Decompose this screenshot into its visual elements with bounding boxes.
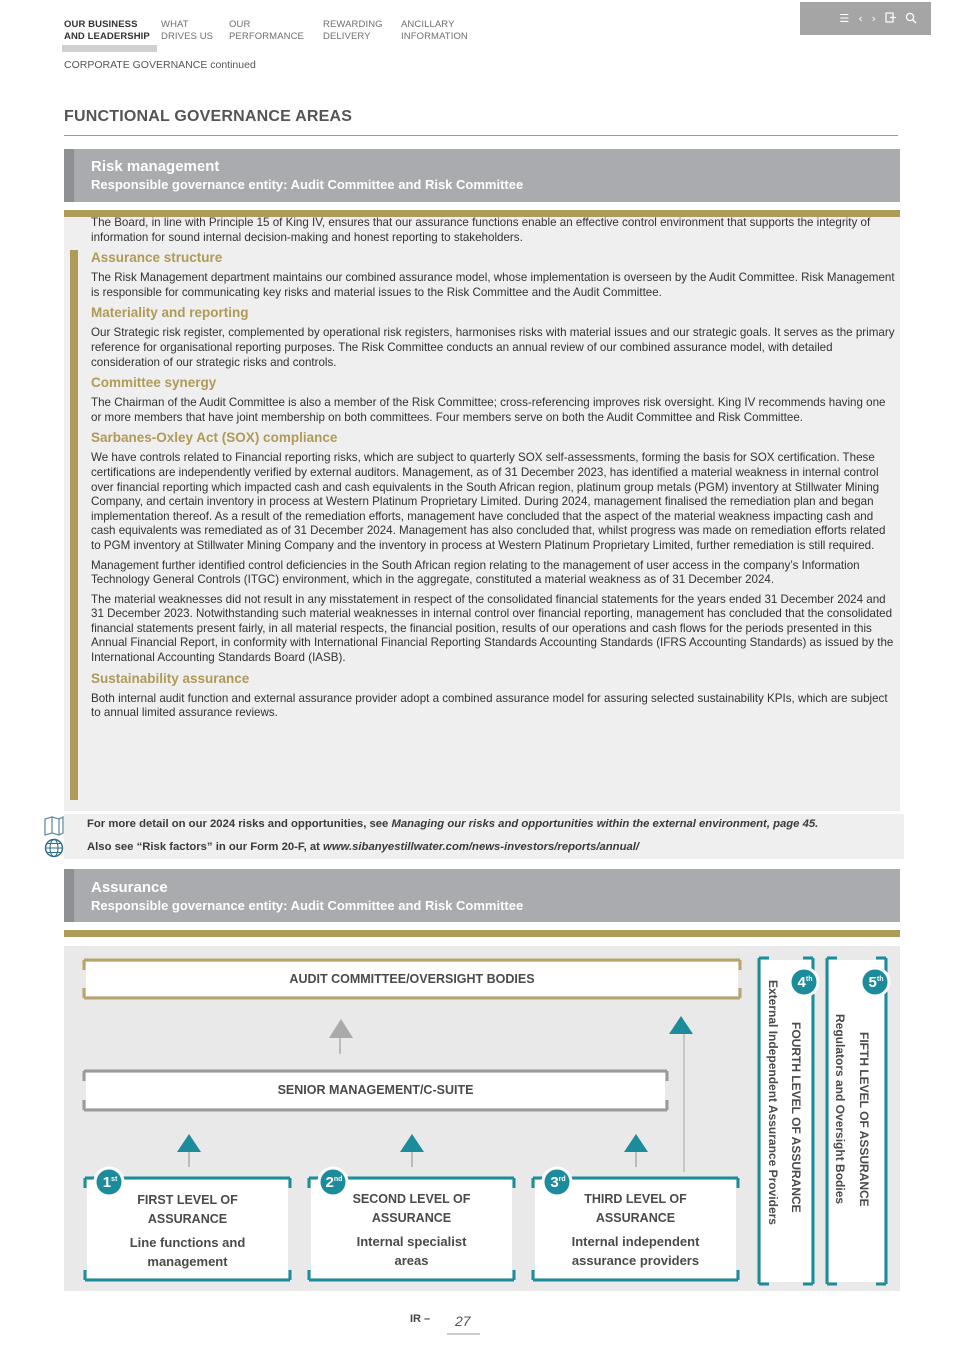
level-4-desc: External Independent Assurance Providers xyxy=(766,980,780,1225)
nav-what-drives-us[interactable]: WHAT DRIVES US xyxy=(161,19,214,42)
reference-risks-link[interactable]: For more detail on our 2024 risks and opportunities, see Managing our risks and opportunities within the external environment, page 45. xyxy=(87,818,819,830)
arrow-up-icon xyxy=(400,1134,424,1167)
breadcrumb: CORPORATE GOVERNANCE continued xyxy=(64,59,256,71)
gold-divider xyxy=(64,930,900,937)
page-number-underline xyxy=(447,1333,480,1335)
nav-our-business[interactable]: OUR BUSINESS AND LEADERSHIP xyxy=(64,19,150,42)
paragraph-committee-synergy: The Chairman of the Audit Committee is also a member of the Risk Committee; cross-referencing improves risk oversight. King IV recommends having one or more members that have joint membership on both committees. Four members serve on both the Audit Committee and Risk Committee. xyxy=(91,396,886,424)
paragraph-sox-1: We have controls related to Financial reporting risks, which are subject to quarterly SOX self-assessments, forming the basis for SOX certification. These certifications are independently verified by external auditors. Management, as of 31 December 2023, has identified a material weakness in internal control over financial reporting which impacted cash and cash equivalents in the South African region, platinum group metals (PGM) inventory at Stillwater Mining Company, and certain inventory in process at Western Platinum Proprietary Limited. During 2024, management finalised the remediation plan and began implementation thereof. As a result of the remediation efforts, management have concluded that the aspect of the material weakness impacting cash and cash equivalents was remediated as of 31 December 2024. Management has also concluded that, whilst progress was made on remediation efforts related to PGM inventory at Stillwater Mining Company and the inventory in process at Western Platinum Proprietary Limited, further remediation is still required. xyxy=(91,451,886,552)
paragraph-sustainability: Both internal audit function and external assurance provider adopt a combined assurance model for assuring selected sustainability KPIs, which are subject to annual limited assurance reviews. xyxy=(91,691,888,720)
level-4-number: 4th xyxy=(797,974,813,991)
chevron-left-icon[interactable]: ‹ xyxy=(858,12,863,25)
nav-rewarding-delivery[interactable]: REWARDING DELIVERY xyxy=(323,19,383,42)
level-3-card: THIRD LEVEL OF ASSURANCE Internal independent assurance providers xyxy=(571,1192,700,1268)
risk-management-body xyxy=(91,216,897,726)
paragraph-sox-2: Management further identified control deficiencies in the South African region relating to the management of user access in the company’s Information Technology General Controls (ITGC) environment, which in the aggregate, constituted a material weakness as of 31 December 2024. xyxy=(91,558,860,587)
risk-management-subtitle: Responsible governance entity: Audit Committee and Risk Committee xyxy=(91,177,524,192)
reference-form20f-link[interactable]: Also see “Risk factors” in our Form 20-F, at www.sibanyestillwater.com/news-investors/reports/annual/ xyxy=(87,841,640,853)
arrow-up-icon xyxy=(177,1134,201,1167)
page-number: 27 xyxy=(455,1313,471,1329)
heading-committee-synergy: Committee synergy xyxy=(91,375,217,391)
audit-committee-label: AUDIT COMMITTEE/OVERSIGHT BODIES xyxy=(289,972,535,986)
chevron-right-icon[interactable]: › xyxy=(871,12,876,25)
level-5-desc: Regulators and Oversight Bodies xyxy=(833,1014,847,1205)
paragraph-sox-3: The material weaknesses did not result in any misstatement in respect of the consolidated financial statements for the years ended 31 December 2024 and 31 December 2023. Notwithstanding such material weaknesses in internal control over financial reporting, management has concluded that the consolidated financial statements present fairly, in all material respects, the financial position, results of our operations and cash flows for the periods presented in this Annual Financial Report, in conformity with International Financial Reporting Standards Accounting Standards (IFRS Accounting Standards) as issued by the International Accounting Standards Board (IASB). xyxy=(91,592,894,665)
level-2-card: SECOND LEVEL OF ASSURANCE Internal specialist areas xyxy=(352,1192,471,1268)
assurance-levels-diagram xyxy=(64,946,900,1291)
nav-ancillary-information[interactable]: ANCILLARY INFORMATION xyxy=(401,19,468,42)
risk-management-header xyxy=(64,149,900,202)
arrow-up-icon xyxy=(669,1016,693,1172)
senior-management-label: SENIOR MANAGEMENT/C-SUITE xyxy=(277,1083,474,1097)
divider xyxy=(64,135,898,136)
heading-sox: Sarbanes-Oxley Act (SOX) compliance xyxy=(91,430,338,446)
paragraph-assurance-structure: The Risk Management department maintains our combined assurance model, whose implementation is overseen by the Audit Committee. Risk Management is responsible for communicating key risks and material issues to the Risk Committee and the Audit Committee. xyxy=(91,271,895,299)
heading-sustainability: Sustainability assurance xyxy=(91,670,250,686)
nav-our-performance[interactable]: OUR PERFORMANCE xyxy=(229,19,304,42)
paragraph-materiality: Our Strategic risk register, complemented by operational risk registers, harmonises risks with material issues and our strategic goals. It serves as the primary reference for organisational reporting purposes. The Risk Committee conducts an annual review of our combined assurance model, with detailed consideration of our strategic risks and controls. xyxy=(91,326,895,369)
level-5-title: FIFTH LEVEL OF ASSURANCE xyxy=(857,1032,871,1207)
assurance-subtitle: Responsible governance entity: Audit Committee and Risk Committee xyxy=(91,898,524,913)
level-1-card: FIRST LEVEL OF ASSURANCE Line functions and management xyxy=(129,1193,246,1269)
level-1-number: 1st xyxy=(102,1174,118,1191)
level-3-number: 3rd xyxy=(550,1174,566,1191)
section-title: FUNCTIONAL GOVERNANCE AREAS xyxy=(64,108,353,125)
book-icon[interactable] xyxy=(43,816,65,836)
heading-assurance-structure: Assurance structure xyxy=(91,250,223,266)
exit-icon[interactable] xyxy=(885,12,896,25)
level-4-title: FOURTH LEVEL OF ASSURANCE xyxy=(789,1022,803,1213)
search-icon[interactable] xyxy=(905,12,917,26)
arrow-up-icon xyxy=(624,1134,648,1167)
footer-label: IR – xyxy=(410,1313,431,1325)
toolbar xyxy=(800,2,931,35)
menu-icon[interactable]: ☰ xyxy=(839,12,850,25)
intro-paragraph: The Board, in line with Principle 15 of King IV, ensures that our assurance functions enable an effective control environment that supports the integrity of information for sound internal decision-making and honest reporting to stakeholders. xyxy=(91,216,871,244)
active-tab-indicator xyxy=(62,45,157,52)
assurance-title: Assurance xyxy=(91,879,168,896)
top-nav xyxy=(64,19,501,42)
panel-accent-stripe xyxy=(70,250,78,800)
arrow-up-icon xyxy=(329,1019,353,1054)
assurance-header xyxy=(64,869,900,922)
heading-materiality: Materiality and reporting xyxy=(91,305,249,321)
level-2-number: 2nd xyxy=(325,1174,343,1191)
risk-management-title: Risk management xyxy=(91,158,220,175)
globe-icon[interactable] xyxy=(43,838,65,858)
level-5-number: 5th xyxy=(868,974,884,991)
